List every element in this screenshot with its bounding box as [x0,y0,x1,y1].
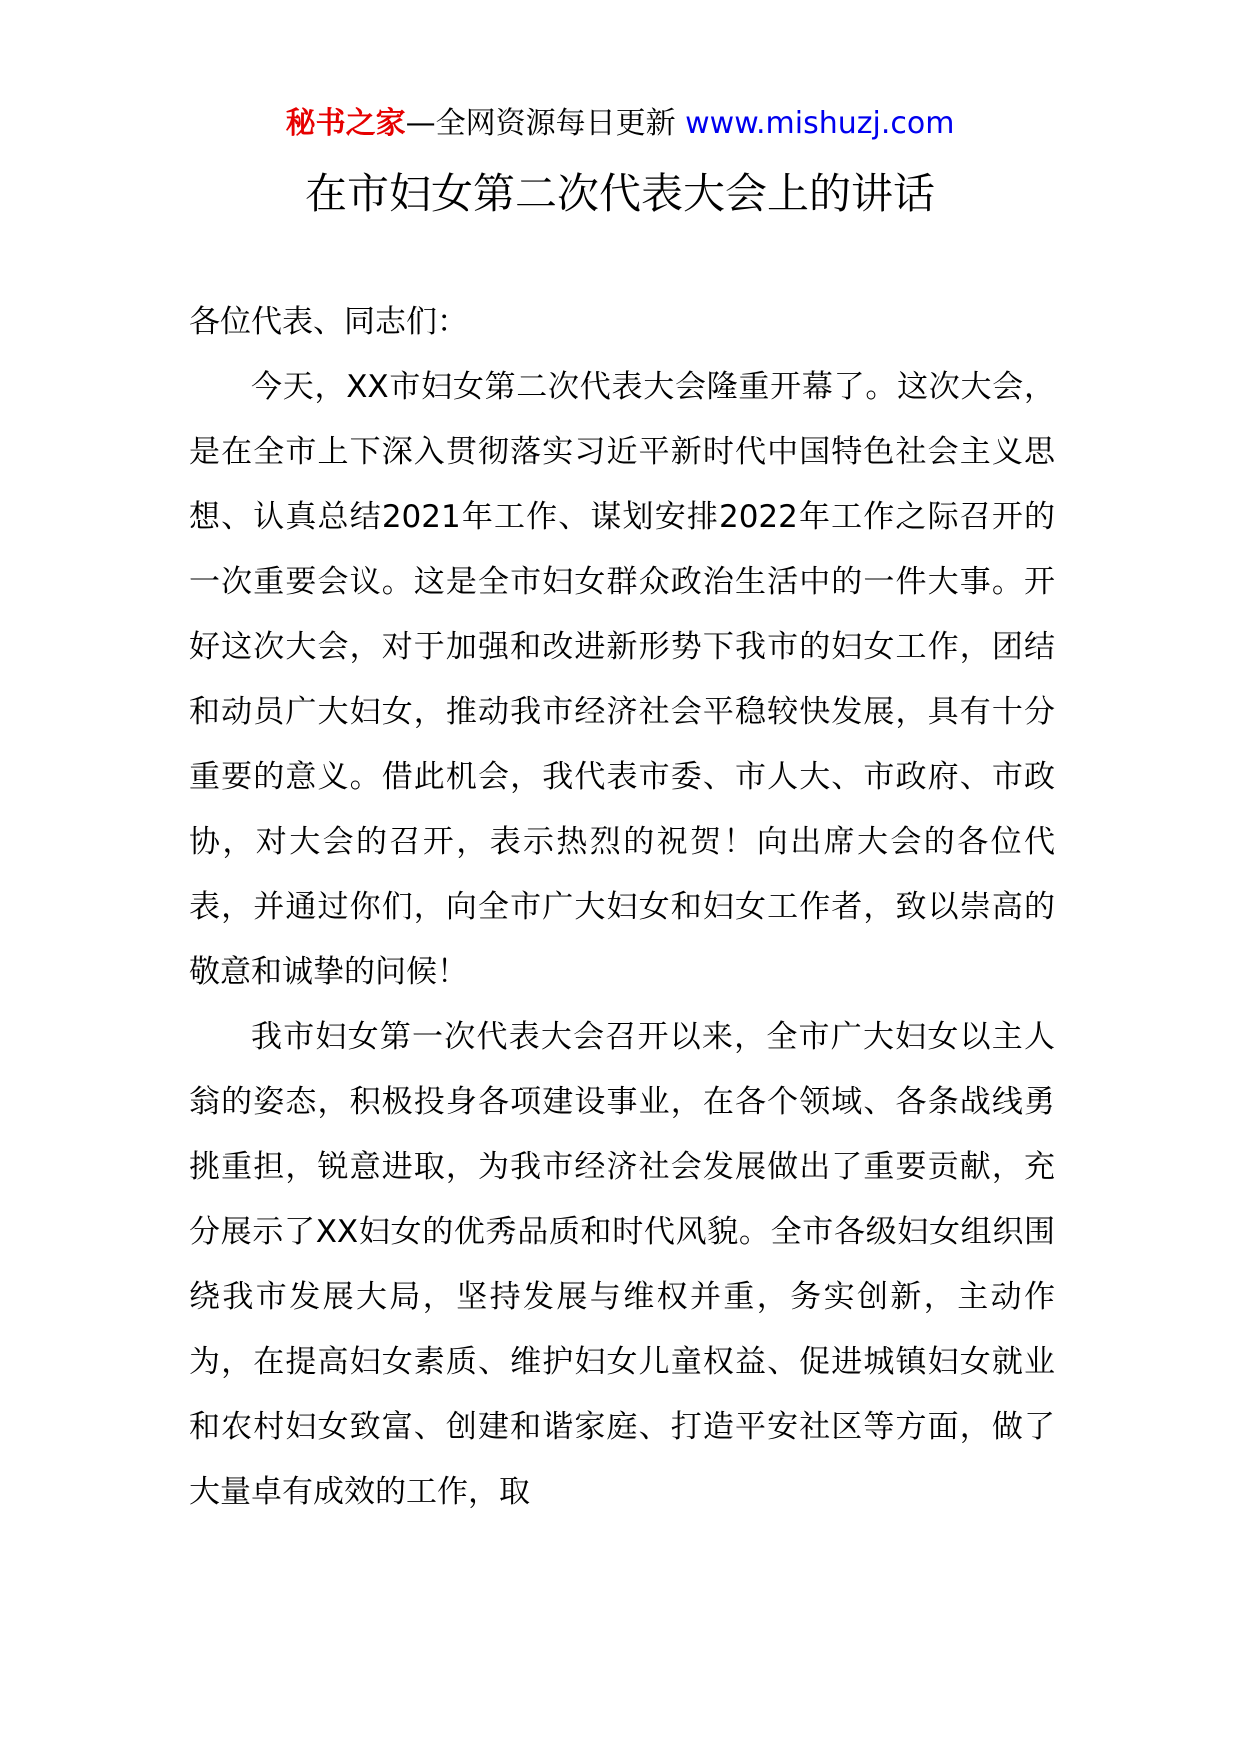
brand-name: 秘书之家 [285,106,406,141]
document-body [189,290,1055,1525]
site-tagline: —全网资源每日更新 [405,106,676,141]
body-paragraph: 今天，XX市妇女第二次代表大会隆重开幕了。这次大会，是在全市上下深入贯彻落实习近平新时代中国特色社会主义思想、认真总结2021年工作、谋划安排2022年工作之际召开的一次重要会议。这是全市妇女群众政治生活中的一件大事。开好这次大会，对于加强和改进新形势下我市的妇女工作，团结和动员广大妇女，推动我市经济社会平稳较快发展，具有十分重要的意义。借此机会，我代表市委、市人大、市政府、市政协，对大会的召开，表示热烈的祝贺！向出席大会的各位代表，并通过你们，向全市广大妇女和妇女工作者，致以崇高的敬意和诚挚的问候！ [189,369,1055,990]
site-header [0,104,1240,144]
body-paragraph: 我市妇女第一次代表大会召开以来，全市广大妇女以主人翁的姿态，积极投身各项建设事业，在各个领域、各条战线勇挑重担，锐意进取，为我市经济社会发展做出了重要贡献，充分展示了XX妇女的优秀品质和时代风貌。全市各级妇女组织围绕我市发展大局，坚持发展与维权并重，务实创新，主动作为，在提高妇女素质、维护妇女儿童权益、促进城镇妇女就业和农村妇女致富、创建和谐家庭、打造平安社区等方面，做了大量卓有成效的工作，取 [189,1019,1055,1510]
document-title: 在市妇女第二次代表大会上的讲话 [304,169,935,218]
salutation: 各位代表、同志们： [189,304,468,340]
site-url-link[interactable]: www.mishuzj.com [685,106,955,141]
